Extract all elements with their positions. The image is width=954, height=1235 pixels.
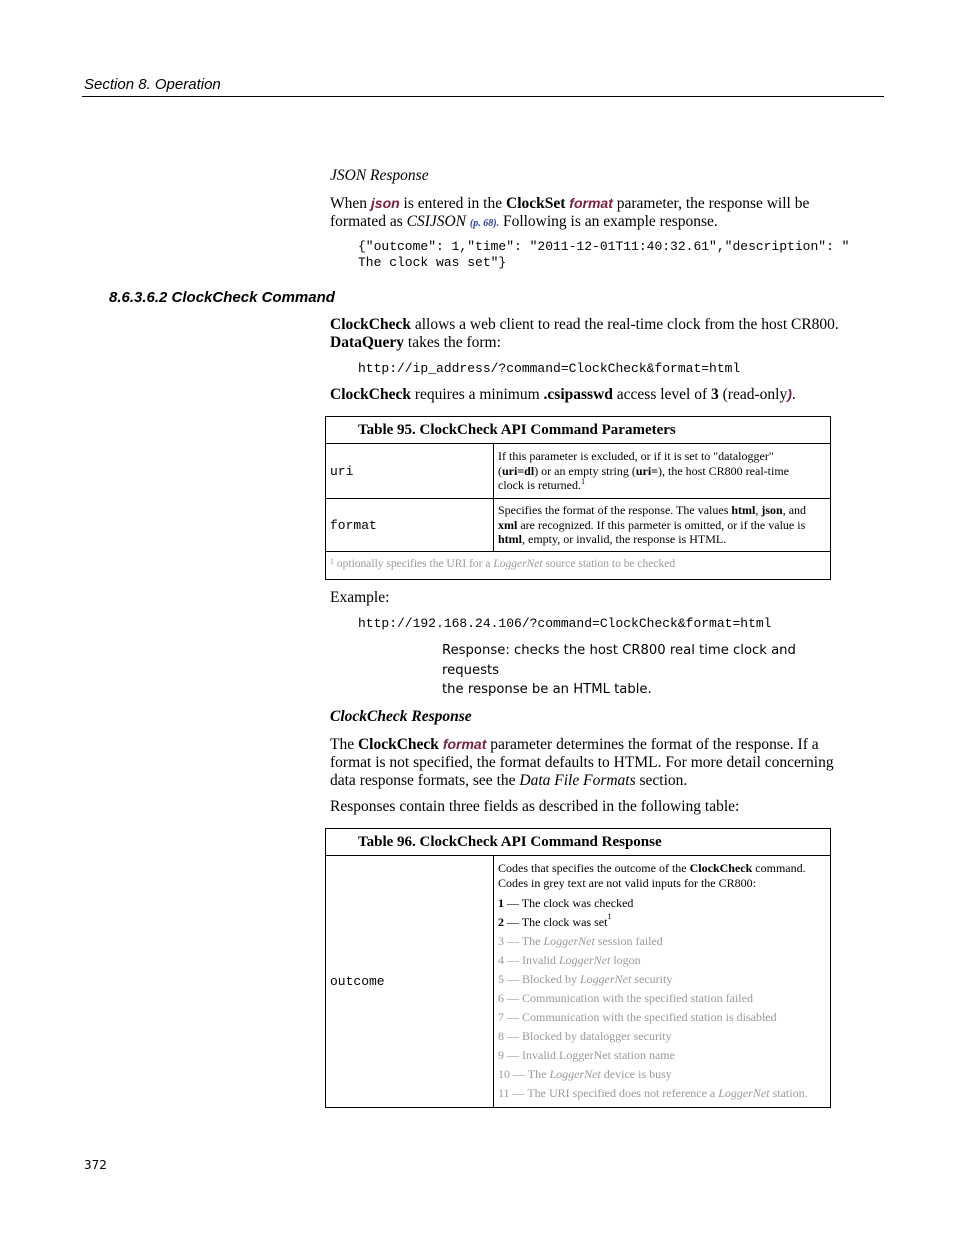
clockset-term: ClockSet [506,195,566,212]
param-name-uri: uri [326,444,494,499]
json-response-line-1: When json is entered in the ClockSet format parameter, the response will be [330,195,810,212]
table-footnote-row [326,552,831,580]
code-item: 8 — Blocked by datalogger security [498,1029,672,1043]
param-name-format: format [326,499,494,552]
table-caption-row [326,829,831,856]
responses-intro: Responses contain three fields as described in the following table: [330,798,740,815]
table-caption-row [326,417,831,444]
json-response-title: JSON Response [330,167,429,184]
table-caption: Table 96. ClockCheck API Command Response [326,829,831,856]
json-response-line-2: formated as CSIJSON (p. 68). Following is an example response. [330,213,718,230]
code-item: 1 — The clock was checked [498,896,634,910]
outcome-codes: Codes that specifies the outcome of the ClockCheck command. Codes in grey text are not valid inputs for the CR800: 1 — The clock was checked 2 — The clock was set$^1$ 3 — The LoggerNet session failed 4 — Invalid LoggerNet logon 5 — Blocked by LoggerNet security 6 — Communication with the specified station failed 7 — Communication with the specified station is disabled 8 — Blocked by datalogger security 9 — Invalid LoggerNet station name 10 — The LoggerNet device is busy 11 — The URI specified does not reference a LoggerNet station. [494,856,831,1108]
json-code-example: {"outcome": 1,"time": "2011-12-01T11:40:32.61","description": " The clock was set"} [358,239,850,270]
param-desc-uri: If this parameter is excluded, or if it is set to "datalogger" (uri=dl) or an empty string (uri=), the host CR800 real-time clock is returned.$^1$ [494,444,831,499]
code-item: 3 — The LoggerNet session failed [498,934,663,948]
parameters-table [325,416,831,580]
header-rule [82,96,884,97]
field-name-outcome: outcome [326,856,494,1108]
code-item: 7 — Communication with the specified station is disabled [498,1010,777,1024]
clockcheck-response-title: ClockCheck Response [330,708,472,725]
code-item: 9 — Invalid LoggerNet station name [498,1048,675,1062]
json-response-paragraph [330,194,850,233]
clockcheck-intro: ClockCheck allows a web client to read the real-time clock from the host CR800. DataQuery takes the form: [330,316,839,351]
format-keyword: format [442,736,487,752]
table-caption: Table 95. ClockCheck API Command Parameters [326,417,831,444]
example-response-note: Response: checks the host CR800 real time clock and requests the response be an HTML table. [442,643,796,697]
table-row [326,444,831,499]
format-keyword: format [569,195,613,211]
table-row [326,499,831,552]
csijson-term: CSIJSON [406,213,467,230]
page-xref-link[interactable]: (p. 68). [469,218,500,229]
clockcheck-response-paragraph: The ClockCheck format parameter determines the format of the response. If a format is not specified, the format defaults to HTML. For more detail concerning data response formats, see the Data File Formats section. [330,736,834,789]
code-item: 5 — Blocked by LoggerNet security [498,972,673,986]
code-item: 10 — The LoggerNet device is busy [498,1067,672,1081]
page-number: 372 [84,1158,107,1172]
code-item: 6 — Communication with the specified station failed [498,991,753,1005]
table-footnote: $^1$ optionally specifies the URI for a LoggerNet source station to be checked [326,552,831,580]
response-table [325,828,831,1108]
code-item: 2 — The clock was set$^1$ [498,912,612,929]
example-code: http://192.168.24.106/?command=ClockCheck&format=html [358,616,772,631]
table-row [326,856,831,1108]
param-desc-format: Specifies the format of the response. The values html, json, and xml are recognized. If this parmeter is omitted, or if the value is html, empty, or invalid, the response is HTML. [494,499,831,552]
code-item: 4 — Invalid LoggerNet logon [498,953,641,967]
json-keyword: json [370,195,400,211]
command-form-code: http://ip_address/?command=ClockCheck&format=html [358,361,741,376]
section-heading: 8.6.3.6.2 ClockCheck Command [109,289,335,306]
code-item: 11 — The URI specified does not reference a LoggerNet station. [498,1086,808,1100]
example-label: Example: [330,589,390,606]
running-header: Section 8. Operation [84,76,221,93]
access-level-paragraph: ClockCheck requires a minimum .csipasswd access level of 3 (read-only). [330,386,796,403]
